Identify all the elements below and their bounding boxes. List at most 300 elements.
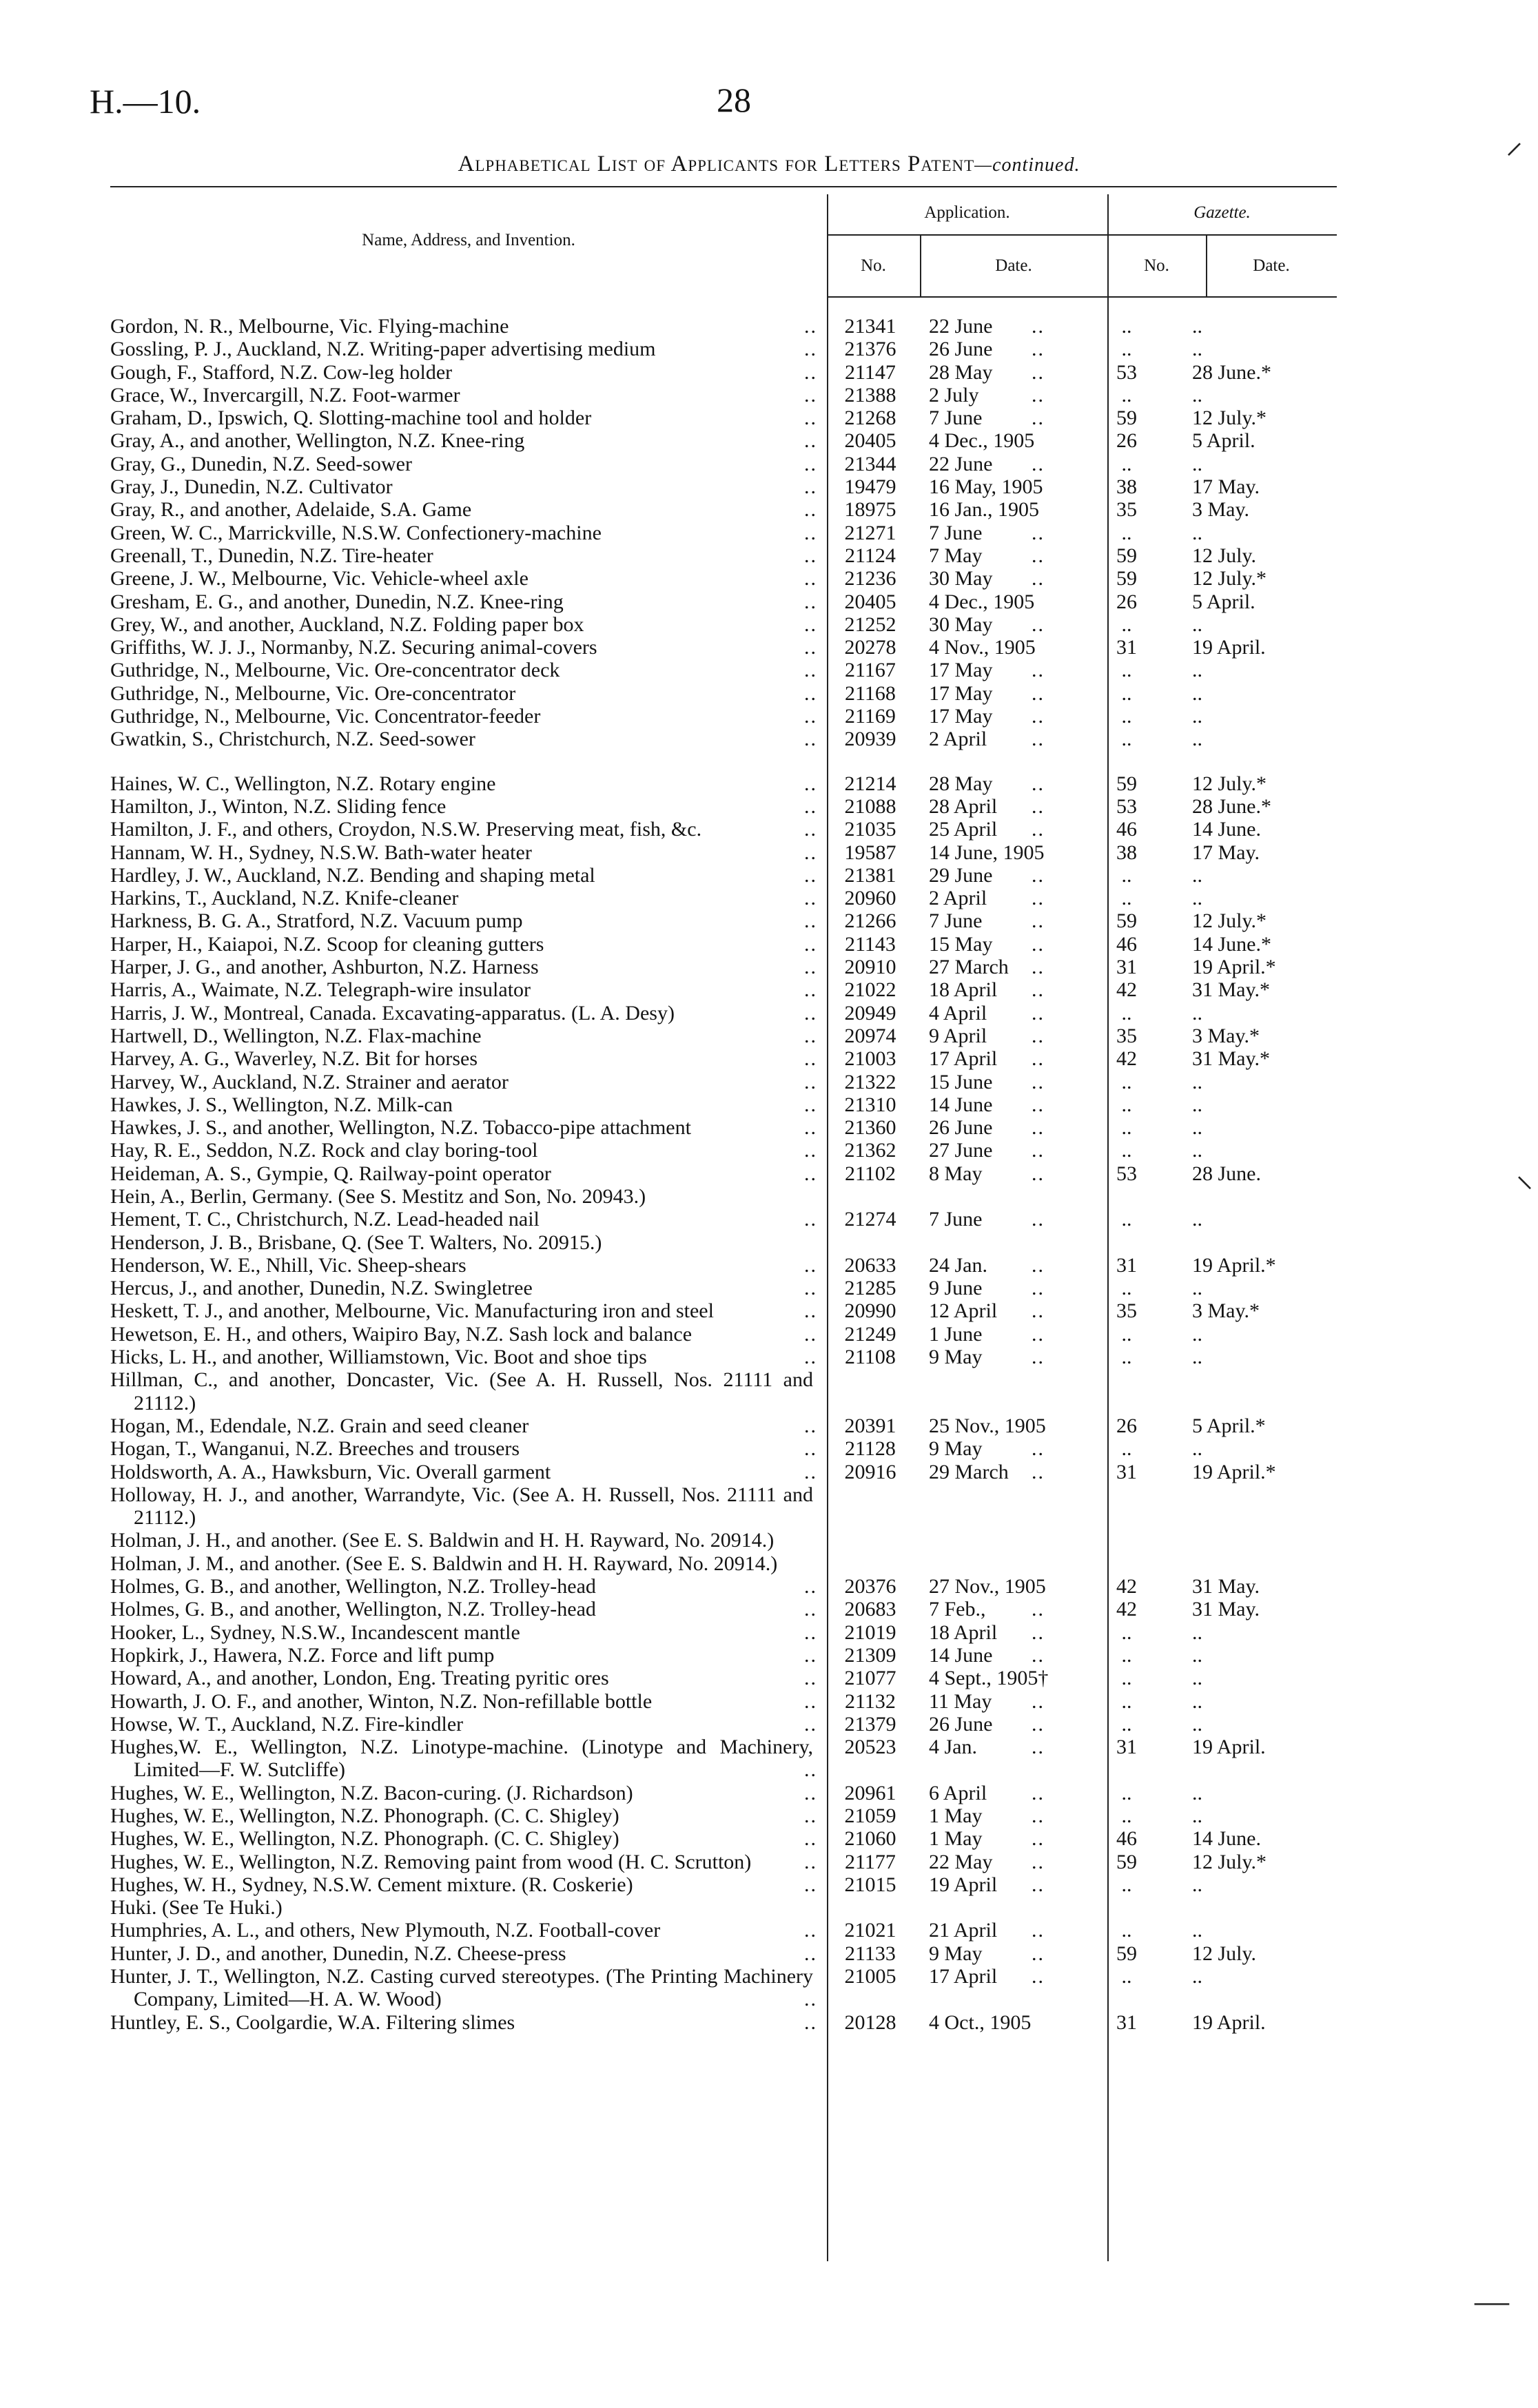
gazette-number-text: ..: [1121, 1001, 1132, 1025]
gazette-date: [1192, 1919, 1309, 1942]
application-number-text: 21285: [844, 1277, 896, 1300]
gazette-date: [1192, 1782, 1309, 1804]
application-date: [921, 887, 1052, 909]
gazette-number-text: ..: [1121, 521, 1132, 544]
application-date: [921, 1575, 1052, 1598]
gazette-date: [1192, 1437, 1309, 1460]
gazette-date-text: ..: [1192, 681, 1202, 705]
gazette-number: [1096, 1461, 1158, 1483]
gazette-number-text: ..: [1121, 1322, 1132, 1346]
application-date: [921, 956, 1052, 978]
applicant-name: [110, 521, 817, 544]
gazette-date: [1192, 1644, 1309, 1667]
gazette-number: [1096, 522, 1158, 544]
leader-dots: ..: [804, 1620, 817, 1644]
application-date: [921, 772, 1052, 795]
table-row: [0, 384, 1538, 407]
leader-dots: ..: [804, 475, 817, 499]
leader-dots: ..: [1032, 1643, 1045, 1667]
application-date: [921, 1071, 1052, 1093]
applicant-name-text: Huntley, E. S., Coolgardie, W.A. Filtering slimes: [110, 2010, 515, 2034]
gazette-number: [1096, 1002, 1158, 1025]
leader-dots: ..: [1032, 1208, 1045, 1231]
applicant-name-text: Guthridge, N., Melbourne, Vic. Ore-concentrator deck: [110, 659, 560, 682]
leader-dots: ..: [1032, 1689, 1045, 1713]
applicant-name-text: Harris, A., Waimate, N.Z. Telegraph-wire insulator: [110, 978, 531, 1002]
table-row: [0, 1919, 1538, 1942]
application-number-text: 21077: [844, 1667, 896, 1690]
application-date: [921, 522, 1052, 544]
gazette-date: [1192, 1713, 1309, 1736]
applicant-name: [110, 1529, 813, 1552]
table-row: [0, 1644, 1538, 1667]
application-number-text: 21236: [844, 567, 896, 590]
gazette-date-text: ..: [1192, 315, 1202, 338]
gazette-date-text: ..: [1192, 887, 1202, 910]
table-row: [0, 315, 1538, 338]
application-number: [832, 1323, 908, 1346]
gazette-number-text: ..: [1121, 1070, 1132, 1093]
applicant-name: [110, 681, 817, 705]
application-number-text: 19479: [844, 475, 896, 499]
gazette-number-text: 38: [1116, 475, 1137, 499]
margin-tick-mark: ⸍: [1506, 136, 1523, 175]
leader-dots: ..: [1032, 659, 1045, 682]
gazette-date: [1192, 1690, 1309, 1713]
application-date-text: 4 April: [929, 1001, 987, 1025]
leader-dots: ..: [804, 383, 817, 407]
gazette-date-text: ..: [1192, 1322, 1202, 1346]
applicant-name-text: Hay, R. E., Seddon, N.Z. Rock and clay boring-tool: [110, 1139, 538, 1162]
application-number-text: 20974: [844, 1024, 896, 1047]
application-date-text: 4 Jan.: [929, 1736, 977, 1759]
application-date: [921, 1437, 1052, 1460]
gazette-date-text: ..: [1192, 521, 1202, 544]
table-row: [0, 1896, 1538, 1919]
gazette-date: [1192, 1002, 1309, 1025]
applicant-name-text: Hogan, M., Edendale, N.Z. Grain and seed cleaner: [110, 1414, 529, 1437]
leader-dots: ..: [804, 1437, 817, 1461]
gazette-date-text: 3 May.: [1192, 498, 1250, 522]
leader-dots: ..: [804, 1208, 817, 1231]
gazette-date: [1192, 384, 1309, 407]
gazette-number: [1096, 613, 1158, 636]
leader-dots: ..: [804, 1070, 817, 1093]
application-date-text: 25 Nov., 1905: [929, 1414, 1046, 1437]
gazette-date: [1192, 429, 1309, 452]
gazette-date-text: 19 April.*: [1192, 1253, 1276, 1277]
gazette-number-text: ..: [1121, 452, 1132, 475]
leader-dots: ..: [1032, 1942, 1045, 1965]
gazette-number-text: ..: [1121, 1116, 1132, 1140]
gazette-date: [1192, 1071, 1309, 1093]
gazette-date-text: 19 April.*: [1192, 1460, 1276, 1483]
gazette-date-text: 12 July.*: [1192, 909, 1267, 933]
leader-dots: ..: [1032, 978, 1045, 1002]
leader-dots: ..: [1032, 1736, 1045, 1759]
gazette-date: [1192, 567, 1309, 590]
applicant-name: [110, 544, 817, 567]
gazette-date: [1192, 1827, 1309, 1850]
application-date-text: 18 April: [929, 978, 998, 1002]
gazette-number-text: 53: [1116, 1162, 1137, 1185]
leader-dots: ..: [1032, 728, 1045, 751]
application-number: [832, 1208, 908, 1231]
applicant-name: [110, 360, 817, 384]
gazette-number: [1096, 1919, 1158, 1942]
gazette-date: [1192, 1185, 1309, 1208]
gazette-number-text: ..: [1121, 1689, 1132, 1713]
application-date-text: 22 June: [929, 452, 993, 475]
leader-dots: ..: [804, 978, 817, 1002]
gazette-date-text: ..: [1192, 1093, 1202, 1116]
application-number-text: 21322: [844, 1070, 896, 1093]
application-number-text: 21252: [844, 613, 896, 636]
application-number: [832, 1782, 908, 1804]
applicant-name: [110, 909, 817, 933]
application-number: [832, 1873, 908, 1896]
applicant-name-text: Hopkirk, J., Hawera, N.Z. Force and lift pump: [110, 1643, 495, 1667]
leader-dots: ..: [1032, 1116, 1045, 1140]
application-date: [921, 1093, 1052, 1116]
column-header-gazette: Gazette.: [1193, 203, 1251, 222]
gazette-date: [1192, 978, 1309, 1001]
application-date: [921, 1483, 1052, 1530]
gazette-date-text: 31 May.*: [1192, 978, 1271, 1002]
applicant-name-text: Guthridge, N., Melbourne, Vic. Ore-concentrator: [110, 681, 516, 705]
gazette-date-text: ..: [1192, 705, 1202, 728]
margin-tick-mark: —: [1475, 2281, 1509, 2320]
gazette-number: [1096, 1644, 1158, 1667]
applicant-name-text: Hamilton, J. F., and others, Croydon, N.S.W. Preserving meat, fish, &c.: [110, 818, 702, 841]
leader-dots: ..: [1032, 383, 1045, 407]
application-date: [921, 384, 1052, 407]
leader-dots: ..: [804, 1414, 817, 1437]
application-number: [832, 682, 908, 705]
application-date: [921, 841, 1052, 864]
application-number: [832, 1804, 908, 1827]
page-title: [0, 152, 1538, 177]
leader-dots: ..: [1032, 681, 1045, 705]
applicant-name: [110, 498, 817, 522]
application-date-text: 26 June: [929, 338, 993, 361]
leader-dots: ..: [1032, 613, 1045, 636]
gazette-number: [1096, 1782, 1158, 1804]
applicant-name: [110, 659, 817, 682]
gazette-date: [1192, 1093, 1309, 1116]
applicant-name: [110, 407, 817, 430]
table-row: [0, 1552, 1538, 1575]
gazette-date: [1192, 1942, 1309, 1965]
gazette-date: [1192, 728, 1309, 750]
applicant-name-text: Hughes,W. E., Wellington, N.Z. Linotype-machine. (Linotype and Machinery, Limited—F. W. Sutcliffe): [110, 1736, 813, 1782]
gazette-number-text: 31: [1116, 1460, 1137, 1483]
applicant-name: [110, 887, 817, 910]
leader-dots: ..: [804, 1093, 817, 1116]
application-date: [921, 475, 1052, 498]
leader-dots: ..: [804, 728, 817, 751]
application-number: [832, 1461, 908, 1483]
gazette-number: [1096, 1025, 1158, 1047]
application-date: [921, 1851, 1052, 1873]
application-number: [832, 887, 908, 909]
applicant-name-text: Gray, J., Dunedin, N.Z. Cultivator: [110, 475, 393, 499]
gazette-number: [1096, 1116, 1158, 1139]
leader-dots: ..: [804, 1575, 817, 1598]
applicant-name: [110, 2010, 817, 2034]
application-date-text: 28 April: [929, 794, 998, 818]
gazette-number-text: 42: [1116, 1598, 1137, 1621]
application-number: [832, 522, 908, 544]
gazette-date: [1192, 933, 1309, 956]
table-row: [0, 1025, 1538, 1047]
leader-dots: ..: [804, 407, 817, 430]
application-date: [921, 682, 1052, 705]
table-row: [0, 1667, 1538, 1689]
gazette-number-text: 31: [1116, 636, 1137, 659]
application-number: [832, 1002, 908, 1025]
leader-dots: ..: [804, 613, 817, 636]
title-continued: —continued.: [974, 154, 1080, 176]
gazette-number-text: 31: [1116, 1736, 1137, 1759]
application-number: [832, 1644, 908, 1667]
gazette-number: [1096, 407, 1158, 429]
gazette-date-text: ..: [1192, 338, 1202, 361]
gazette-number: [1096, 1621, 1158, 1644]
application-number-text: 20939: [844, 728, 896, 751]
leader-dots: ..: [1032, 1965, 1045, 1988]
application-number-text: 20683: [844, 1598, 896, 1621]
applicant-name: [110, 932, 817, 956]
application-number: [832, 1575, 908, 1598]
gazette-date: [1192, 1804, 1309, 1827]
leader-dots: ..: [1032, 1712, 1045, 1736]
application-number-text: 20633: [844, 1253, 896, 1277]
application-number: [832, 933, 908, 956]
applicant-name: [110, 841, 817, 864]
application-number: [832, 1827, 908, 1850]
gazette-number-text: ..: [1121, 1437, 1132, 1461]
application-date: [921, 1025, 1052, 1047]
applicant-name-text: Hughes, W. E., Wellington, N.Z. Bacon-curing. (J. Richardson): [110, 1781, 633, 1804]
applicant-name-text: Hughes, W. E., Wellington, N.Z. Removing paint from wood (H. C. Scrutton): [110, 1850, 752, 1873]
application-number-text: 21249: [844, 1322, 896, 1346]
application-number-text: 18975: [844, 498, 896, 522]
application-date: [921, 613, 1052, 636]
gazette-number-text: 42: [1116, 978, 1137, 1002]
application-number-text: 21360: [844, 1116, 896, 1140]
applicant-name: [110, 475, 817, 499]
gazette-number-text: 59: [1116, 407, 1137, 430]
application-number-text: 21271: [844, 521, 896, 544]
table-row: [0, 1851, 1538, 1873]
applicant-name-text: Howarth, J. O. F., and another, Winton, N.Z. Non-refillable bottle: [110, 1689, 653, 1713]
leader-dots: ..: [804, 1001, 817, 1025]
application-date: [921, 1231, 1052, 1254]
application-number-text: 21169: [845, 705, 896, 728]
table-row: [0, 1483, 1538, 1530]
table-row: [0, 1231, 1538, 1254]
application-date-text: 4 Nov., 1905: [929, 636, 1036, 659]
gazette-date-text: ..: [1192, 1689, 1202, 1713]
applicant-name: [110, 1667, 817, 1690]
gazette-date-text: ..: [1192, 1620, 1202, 1644]
application-number-text: 21132: [845, 1689, 896, 1713]
gazette-number: [1096, 1690, 1158, 1713]
application-date: [921, 1598, 1052, 1620]
table-row: [0, 1827, 1538, 1850]
gazette-date-text: ..: [1192, 1139, 1202, 1162]
gazette-number: [1096, 1185, 1158, 1208]
gazette-date-text: ..: [1192, 1070, 1202, 1093]
application-date-text: 27 Nov., 1905: [929, 1575, 1046, 1598]
application-date-text: 7 Feb.,: [929, 1598, 986, 1621]
gazette-number: [1096, 475, 1158, 498]
applicant-name-text: Hartwell, D., Wellington, N.Z. Flax-machine: [110, 1024, 482, 1047]
gazette-number-text: ..: [1121, 1965, 1132, 1988]
application-date-text: 17 May: [929, 681, 993, 705]
application-number: [832, 1942, 908, 1965]
application-date-text: 15 June: [929, 1070, 993, 1093]
application-number: [832, 864, 908, 887]
gazette-date-text: ..: [1192, 1804, 1202, 1827]
application-date: [921, 1346, 1052, 1368]
gazette-number: [1096, 384, 1158, 407]
leader-dots: ..: [804, 909, 817, 933]
leader-dots: ..: [804, 818, 817, 841]
application-number: [832, 795, 908, 818]
table-row: [0, 407, 1538, 429]
application-date: [921, 1942, 1052, 1965]
leader-dots: ..: [1032, 909, 1045, 933]
applicant-name-text: Hein, A., Berlin, Germany. (See S. Mestitz and Son, No. 20943.): [110, 1184, 646, 1208]
gazette-date-text: 28 June.*: [1192, 360, 1271, 384]
application-date: [921, 705, 1052, 728]
leader-dots: ..: [1032, 1277, 1045, 1300]
application-date: [921, 1690, 1052, 1713]
gazette-date: [1192, 1598, 1309, 1620]
table-row: [0, 429, 1538, 452]
gazette-date: [1192, 361, 1309, 384]
leader-dots: ..: [1032, 887, 1045, 910]
application-number: [832, 1483, 908, 1530]
gazette-date-text: 5 April.: [1192, 590, 1255, 613]
leader-dots: ..: [804, 705, 817, 728]
applicant-name: [110, 636, 817, 659]
applicant-name-text: Holmes, G. B., and another, Wellington, N.Z. Trolley-head: [110, 1575, 596, 1598]
application-date-text: 29 March: [929, 1460, 1009, 1483]
rule-group-underline: [827, 234, 1337, 236]
applicant-name: [110, 1598, 817, 1621]
letter-group-gap: [0, 751, 1538, 772]
applicant-name: [110, 590, 817, 613]
application-date-text: 9 April: [929, 1024, 987, 1047]
application-date-text: 25 April: [929, 818, 998, 841]
gazette-number: [1096, 1896, 1158, 1919]
leader-dots: ..: [1032, 521, 1045, 544]
gazette-date-text: ..: [1192, 1667, 1202, 1690]
gazette-number-text: 42: [1116, 1575, 1137, 1598]
application-date-text: 30 May: [929, 613, 993, 636]
applicant-name: [110, 452, 817, 475]
leader-dots: ..: [1032, 407, 1045, 430]
application-date: [921, 933, 1052, 956]
application-number-text: 21124: [845, 544, 896, 567]
application-date-text: 16 May, 1905: [929, 475, 1043, 499]
leader-dots: ..: [804, 659, 817, 682]
gazette-number: [1096, 818, 1158, 841]
application-number-text: 21344: [844, 452, 896, 475]
gazette-number-text: 35: [1116, 1024, 1137, 1047]
gazette-number: [1096, 1942, 1158, 1965]
applicant-name: [110, 1162, 817, 1185]
applicant-name-text: Hamilton, J., Winton, N.Z. Sliding fence: [110, 794, 447, 818]
application-number: [832, 956, 908, 978]
gazette-date: [1192, 1736, 1309, 1782]
application-number: [832, 1437, 908, 1460]
leader-dots: ..: [804, 2010, 817, 2034]
applicant-name: [110, 1896, 813, 1919]
applicant-name: [110, 338, 817, 361]
applicant-name-text: Hunter, J. D., and another, Dunedin, N.Z. Cheese-press: [110, 1942, 566, 1965]
leader-dots: ..: [804, 590, 817, 613]
table-row: [0, 1736, 1538, 1782]
gazette-number-text: ..: [1121, 705, 1132, 728]
gazette-number: [1096, 361, 1158, 384]
gazette-number: [1096, 1575, 1158, 1598]
application-date-text: 4 Dec., 1905: [929, 590, 1035, 613]
application-date: [921, 1552, 1052, 1575]
application-number-text: 21005: [844, 1965, 896, 1988]
application-number-text: 21268: [844, 407, 896, 430]
application-date-text: 22 May: [929, 1850, 993, 1873]
leader-dots: ..: [804, 1116, 817, 1140]
gazette-date: [1192, 772, 1309, 795]
gazette-number-text: 31: [1116, 956, 1137, 979]
leader-dots: ..: [804, 1253, 817, 1277]
gazette-date: [1192, 1346, 1309, 1368]
applicant-name: [110, 1116, 817, 1140]
gazette-date: [1192, 1323, 1309, 1346]
application-date: [921, 818, 1052, 841]
application-number-text: 21019: [844, 1620, 896, 1644]
application-date: [921, 361, 1052, 384]
application-date-text: 24 Jan.: [929, 1253, 987, 1277]
application-number: [832, 1598, 908, 1620]
application-number-text: 21059: [844, 1804, 896, 1827]
gazette-number: [1096, 1804, 1158, 1827]
leader-dots: ..: [804, 1827, 817, 1851]
column-header-name: Name, Address, and Invention.: [362, 231, 575, 249]
application-date: [921, 1254, 1052, 1277]
application-number: [832, 1116, 908, 1139]
gazette-number-text: 59: [1116, 1850, 1137, 1873]
application-date: [921, 1644, 1052, 1667]
leader-dots: ..: [804, 1919, 817, 1942]
application-number-text: 21381: [844, 863, 896, 887]
table-row: [0, 1621, 1538, 1644]
table-row: [0, 1299, 1538, 1322]
gazette-number-text: ..: [1121, 659, 1132, 682]
table-row: [0, 544, 1538, 567]
leader-dots: ..: [1032, 1253, 1045, 1277]
gazette-date: [1192, 1529, 1309, 1552]
gazette-date-text: ..: [1192, 1965, 1202, 1988]
application-date: [921, 453, 1052, 475]
applicant-name-text: Hercus, J., and another, Dunedin, N.Z. Swingletree: [110, 1277, 533, 1300]
gazette-number: [1096, 1323, 1158, 1346]
applicant-name: [110, 956, 817, 979]
